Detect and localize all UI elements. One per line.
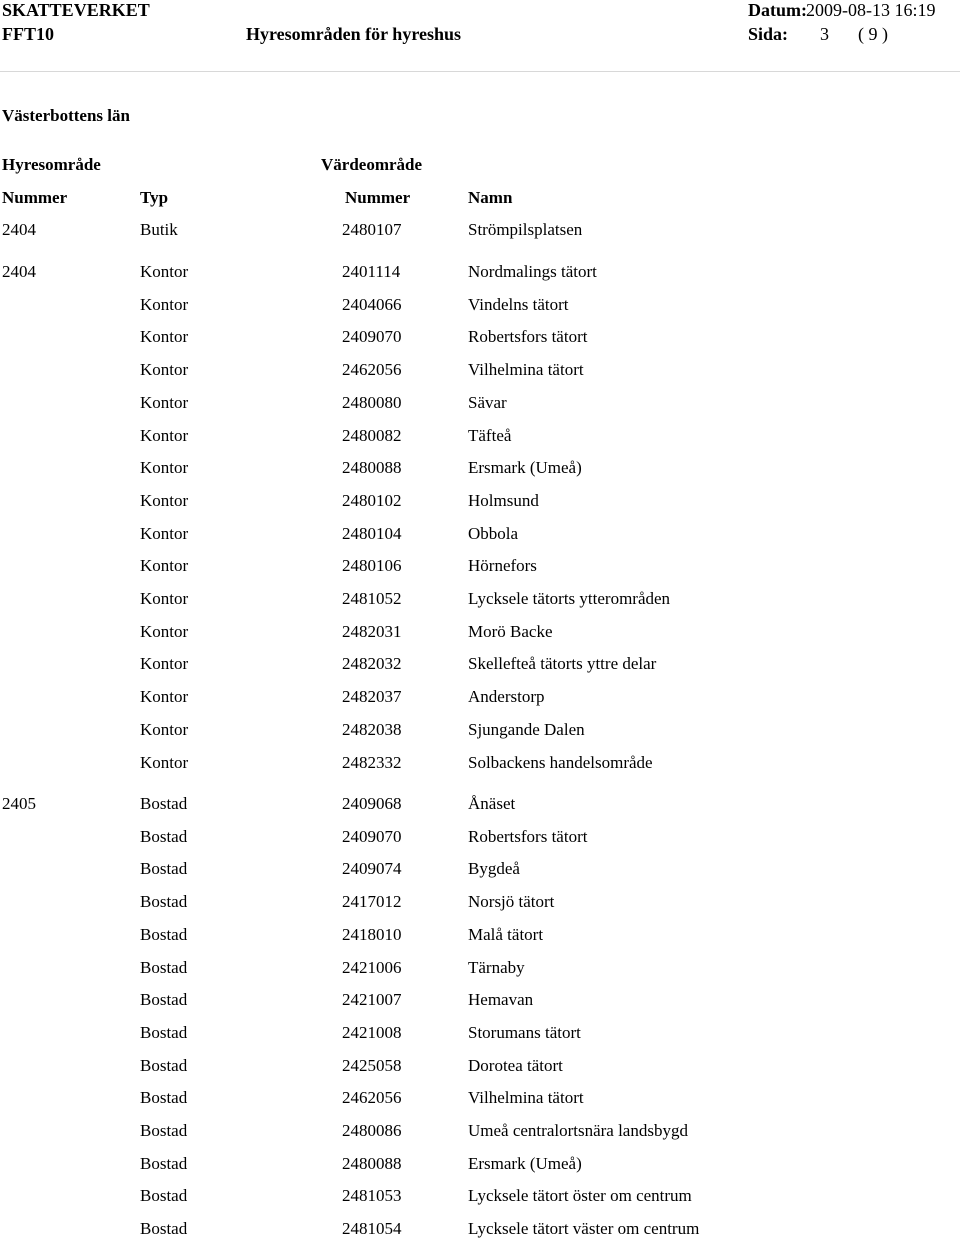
vardeomrade-number: 2480088: [342, 1153, 402, 1173]
vardeomrade-name: Malå tätort: [468, 924, 544, 944]
col-nummer-hyr: Nummer: [2, 188, 68, 207]
vardeomrade-number: 2409074: [342, 859, 402, 879]
table-row: [0, 524, 960, 548]
vardeomrade-name: Ersmark (Umeå): [468, 1153, 582, 1173]
type-cell: Kontor: [140, 523, 189, 543]
vardeomrade-number: 2482031: [342, 621, 402, 641]
type-cell: Kontor: [140, 589, 189, 608]
vardeomrade-number: 2401114: [342, 262, 401, 281]
vardeomrade-name: Robertsfors tätort: [468, 327, 588, 347]
type-cell: Bostad: [140, 1022, 188, 1042]
vardeomrade-name: Strömpilsplatsen: [468, 220, 583, 239]
table-row: [0, 1121, 960, 1145]
type-cell: Bostad: [140, 957, 188, 977]
type-cell: Kontor: [140, 621, 189, 641]
type-cell: Bostad: [140, 1186, 188, 1206]
table-row: [0, 426, 960, 450]
table-row: [0, 827, 960, 851]
hyresomrade-number: 2404: [2, 220, 36, 239]
vardeomrade-number: 2480107: [342, 220, 402, 239]
type-cell: Bostad: [140, 1219, 188, 1239]
vardeomrade-name: Nordmalings tätort: [468, 262, 597, 281]
type-cell: Bostad: [140, 794, 188, 813]
table-row: [0, 262, 960, 286]
table-row: [0, 556, 960, 580]
type-cell: Kontor: [140, 327, 189, 347]
table-row: [0, 327, 960, 351]
vardeomrade-number: 2480080: [342, 392, 402, 412]
table-row: [0, 1088, 960, 1112]
org-name: SKATTEVERKET: [2, 0, 150, 20]
table-row: [0, 892, 960, 916]
type-cell: Bostad: [140, 892, 188, 912]
type-cell: Bostad: [140, 826, 188, 846]
vardeomrade-number: 2462056: [342, 1088, 402, 1108]
header-divider: [0, 71, 960, 72]
table-row: [0, 1023, 960, 1047]
vardeomrade-name: Robertsfors tätort: [468, 826, 588, 846]
vardeomrade-name: Morö Backe: [468, 621, 553, 641]
table-row: [0, 458, 960, 482]
hyresomrade-number: 2404: [2, 262, 36, 281]
type-cell: Kontor: [140, 262, 189, 281]
vardeomrade-number: 2480086: [342, 1121, 402, 1140]
col-hyresomrade: Hyresområde: [2, 155, 101, 174]
type-cell: Kontor: [140, 294, 189, 314]
type-cell: Bostad: [140, 924, 188, 944]
vardeomrade-name: Lycksele tätorts ytterområden: [468, 589, 671, 608]
vardeomrade-number: 2482037: [342, 687, 402, 707]
vardeomrade-number: 2417012: [342, 892, 402, 912]
type-cell: Kontor: [140, 425, 189, 445]
vardeomrade-number: 2482332: [342, 752, 402, 772]
table-row: [0, 220, 960, 244]
page-title: Hyresområden för hyreshus: [246, 24, 462, 44]
table-row: [0, 393, 960, 417]
vardeomrade-name: Obbola: [468, 523, 519, 543]
sida-label: Sida:: [748, 24, 789, 44]
type-cell: Butik: [140, 220, 178, 239]
datum-value: 2009-08-13 16:19: [806, 0, 936, 20]
table-row: [0, 360, 960, 384]
vardeomrade-name: Anderstorp: [468, 687, 545, 707]
vardeomrade-name: Umeå centralortsnära landsbygd: [468, 1121, 688, 1140]
vardeomrade-number: 2409068: [342, 794, 402, 813]
vardeomrade-name: Vilhelmina tätort: [468, 1088, 584, 1108]
vardeomrade-number: 2425058: [342, 1055, 402, 1075]
vardeomrade-name: Vilhelmina tätort: [468, 360, 584, 380]
col-namn: Namn: [468, 188, 513, 207]
region-heading: Västerbottens län: [2, 106, 130, 125]
vardeomrade-number: 2481054: [342, 1219, 402, 1239]
table-row: [0, 720, 960, 744]
type-cell: Kontor: [140, 752, 189, 772]
type-cell: Kontor: [140, 687, 189, 707]
table-row: [0, 958, 960, 982]
type-cell: Kontor: [140, 458, 189, 478]
vardeomrade-name: Sävar: [468, 392, 507, 412]
vardeomrade-name: Tärnaby: [468, 957, 525, 977]
vardeomrade-name: Vindelns tätort: [468, 294, 569, 314]
table-row: [0, 654, 960, 678]
vardeomrade-number: 2481052: [342, 589, 402, 608]
table-row: [0, 1154, 960, 1178]
vardeomrade-name: Dorotea tätort: [468, 1055, 563, 1075]
type-cell: Bostad: [140, 1088, 188, 1108]
type-cell: Bostad: [140, 1055, 188, 1075]
table-row: [0, 589, 960, 613]
vardeomrade-number: 2482038: [342, 719, 402, 739]
table-row: [0, 1186, 960, 1210]
vardeomrade-number: 2480088: [342, 458, 402, 478]
vardeomrade-name: Skellefteå tätorts yttre delar: [468, 654, 657, 674]
vardeomrade-number: 2481053: [342, 1186, 402, 1206]
vardeomrade-name: Hemavan: [468, 990, 534, 1010]
vardeomrade-name: Holmsund: [468, 490, 539, 510]
vardeomrade-number: 2409070: [342, 327, 402, 347]
sida-value: 3: [820, 24, 829, 44]
col-nummer-varde: Nummer: [345, 188, 411, 207]
vardeomrade-name: Ånäset: [468, 794, 516, 813]
table-row: [0, 687, 960, 711]
type-cell: Bostad: [140, 1153, 188, 1173]
table-row: [0, 925, 960, 949]
vardeomrade-number: 2421007: [342, 990, 402, 1010]
type-cell: Kontor: [140, 490, 189, 510]
table-row: [0, 990, 960, 1014]
vardeomrade-name: Solbackens handelsområde: [468, 752, 653, 772]
type-cell: Bostad: [140, 990, 188, 1010]
type-cell: Kontor: [140, 654, 189, 674]
vardeomrade-name: Täfteå: [468, 425, 512, 445]
vardeomrade-number: 2480082: [342, 425, 402, 445]
hyresomrade-number: 2405: [2, 794, 36, 813]
vardeomrade-name: Bygdeå: [468, 859, 520, 879]
table-row: [0, 794, 960, 818]
vardeomrade-number: 2418010: [342, 924, 402, 944]
type-cell: Kontor: [140, 360, 189, 380]
type-cell: Bostad: [140, 859, 188, 879]
type-cell: Kontor: [140, 392, 189, 412]
col-typ: Typ: [140, 188, 169, 207]
vardeomrade-number: 2482032: [342, 654, 402, 674]
vardeomrade-number: 2409070: [342, 826, 402, 846]
table-row: [0, 622, 960, 646]
table-row: [0, 1219, 960, 1243]
type-cell: Kontor: [140, 556, 189, 576]
vardeomrade-name: Lycksele tätort väster om centrum: [468, 1219, 700, 1239]
vardeomrade-number: 2480106: [342, 556, 402, 576]
table-row: [0, 753, 960, 777]
table-row: [0, 859, 960, 883]
col-vardeomrade: Värdeområde: [321, 155, 423, 174]
vardeomrade-number: 2421008: [342, 1022, 402, 1042]
type-cell: Bostad: [140, 1121, 188, 1140]
sida-total: ( 9 ): [858, 24, 888, 44]
vardeomrade-number: 2480104: [342, 523, 402, 543]
table-row: [0, 1056, 960, 1080]
type-cell: Kontor: [140, 719, 189, 739]
table-row: [0, 295, 960, 319]
table-row: [0, 491, 960, 515]
vardeomrade-name: Sjungande Dalen: [468, 719, 585, 739]
vardeomrade-number: 2480102: [342, 490, 402, 510]
datum-label: Datum:: [748, 0, 807, 20]
vardeomrade-name: Lycksele tätort öster om centrum: [468, 1186, 692, 1206]
vardeomrade-name: Storumans tätort: [468, 1022, 581, 1042]
vardeomrade-number: 2462056: [342, 360, 402, 380]
vardeomrade-name: Norsjö tätort: [468, 892, 555, 912]
vardeomrade-name: Ersmark (Umeå): [468, 458, 582, 478]
vardeomrade-number: 2421006: [342, 957, 402, 977]
form-code: FFT10: [2, 24, 54, 44]
vardeomrade-name: Hörnefors: [468, 556, 537, 576]
vardeomrade-number: 2404066: [342, 294, 402, 314]
